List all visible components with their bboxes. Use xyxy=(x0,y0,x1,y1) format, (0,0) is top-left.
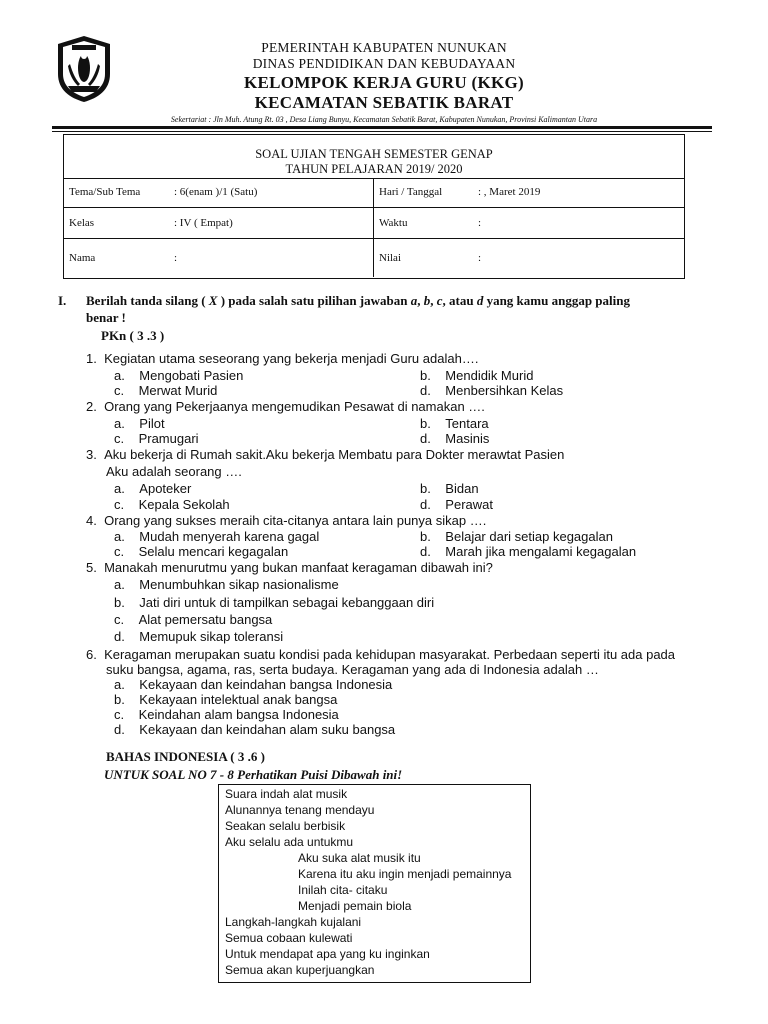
option-4b[interactable]: b. Belajar dari setiap kegagalan xyxy=(420,529,613,544)
poem-line: Inilah cita- citaku xyxy=(298,883,388,897)
question-3-line2: Aku adalah seorang …. xyxy=(106,464,242,479)
header-divider-thick xyxy=(52,126,712,129)
option-1d[interactable]: d. Menbersihkan Kelas xyxy=(420,383,564,398)
poem-line: Aku suka alat musik itu xyxy=(298,851,421,865)
value-waktu: : xyxy=(478,217,482,229)
header-line-2: DINAS PENDIDIKAN DAN KEBUDAYAAN xyxy=(252,56,516,71)
label-kelas: Kelas xyxy=(69,217,95,229)
label-tema: Tema/Sub Tema xyxy=(69,186,141,198)
option-3c[interactable]: c. Kepala Sekolah xyxy=(114,497,230,512)
value-hari-tanggal: : , Maret 2019 xyxy=(478,186,541,198)
option-1a[interactable]: a. Mengobati Pasien xyxy=(114,368,244,383)
question-6: 6. Keragaman merupakan suatu kondisi pada kehidupan masyarakat. Perbedaan seperti itu ada pada xyxy=(86,647,676,662)
value-tema: : 6(enam )/1 (Satu) xyxy=(174,186,258,198)
header-line-1: PEMERINTAH KABUPATEN NUNUKAN xyxy=(261,40,507,55)
subject-pkn: PKn ( 3 .3 ) xyxy=(101,328,165,343)
question-1: 1. Kegiatan utama seseorang yang bekerja menjadi Guru adalah…. xyxy=(86,351,479,366)
poem-instruction: UNTUK SOAL NO 7 - 8 Perhatikan Puisi Dibawah ini! xyxy=(104,767,403,782)
option-1c[interactable]: c. Merwat Murid xyxy=(114,383,218,398)
option-4d[interactable]: d. Marah jika mengalami kegagalan xyxy=(420,544,637,559)
question-5: 5. Manakah menurutmu yang bukan manfaat keragaman dibawah ini? xyxy=(86,560,493,575)
section-instruction-line2: benar ! xyxy=(86,310,126,325)
option-6b[interactable]: b. Kekayaan intelektual anak bangsa xyxy=(114,692,338,707)
header-line-3: KELOMPOK KERJA GURU (KKG) xyxy=(244,73,524,92)
section-instruction: Berilah tanda silang ( X ) pada salah satu pilihan jawaban a, b, c, atau d yang kamu anggap paling xyxy=(86,293,630,308)
option-1b[interactable]: b. Mendidik Murid xyxy=(420,368,534,383)
question-2: 2. Orang yang Pekerjaanya mengemudikan Pesawat di namakan …. xyxy=(86,399,485,414)
table-col-divider xyxy=(373,178,374,277)
header-line-4: KECAMATAN SEBATIK BARAT xyxy=(254,93,514,112)
poem-line: Semua cobaan kulewati xyxy=(225,931,353,945)
value-kelas: : IV ( Empat) xyxy=(174,217,233,229)
option-4c[interactable]: c. Selalu mencari kegagalan xyxy=(114,544,289,559)
poem-line: Alunannya tenang mendayu xyxy=(225,803,375,817)
label-nilai: Nilai xyxy=(379,252,401,264)
option-3b[interactable]: b. Bidan xyxy=(420,481,479,496)
poem-line: Seakan selalu berbisik xyxy=(225,819,346,833)
option-6a[interactable]: a. Kekayaan dan keindahan bangsa Indonesia xyxy=(114,677,393,692)
question-4: 4. Orang yang sukses meraih cita-citanya antara lain punya sikap …. xyxy=(86,513,487,528)
option-5c[interactable]: c. Alat pemersatu bangsa xyxy=(114,612,273,627)
subject-bahasa: BAHAS INDONESIA ( 3 .6 ) xyxy=(106,749,265,764)
option-5b[interactable]: b. Jati diri untuk di tampilkan sebagai kebanggaan diri xyxy=(114,595,435,610)
poem-line: Karena itu aku ingin menjadi pemainnya xyxy=(298,867,512,881)
option-3d[interactable]: d. Perawat xyxy=(420,497,493,512)
option-5d[interactable]: d. Memupuk sikap toleransi xyxy=(114,629,284,644)
poem-line: Menjadi pemain biola xyxy=(298,899,412,913)
option-2a[interactable]: a. Pilot xyxy=(114,416,165,431)
poem-line: Aku selalu ada untukmu xyxy=(225,835,354,849)
option-4a[interactable]: a. Mudah menyerah karena gagal xyxy=(114,529,320,544)
label-waktu: Waktu xyxy=(379,217,408,229)
label-hari-tanggal: Hari / Tanggal xyxy=(379,186,443,198)
question-3: 3. Aku bekerja di Rumah sakit.Aku bekerja Membatu para Dokter merawtat Pasien xyxy=(86,447,565,462)
option-3a[interactable]: a. Apoteker xyxy=(114,481,192,496)
poem-line: Untuk mendapat apa yang ku inginkan xyxy=(225,947,430,961)
header-divider-thin xyxy=(52,131,712,132)
option-6c[interactable]: c. Keindahan alam bangsa Indonesia xyxy=(114,707,339,722)
poem-line: Semua akan kuperjuangkan xyxy=(225,963,375,977)
option-5a[interactable]: a. Menumbuhkan sikap nasionalisme xyxy=(114,577,339,592)
label-nama: Nama xyxy=(69,252,96,264)
option-2b[interactable]: b. Tentara xyxy=(420,416,489,431)
option-6d[interactable]: d. Kekayaan dan keindahan alam suku bangsa xyxy=(114,722,396,737)
sekretariat-address: Sekertariat : Jln Muh. Atung Rt. 03 , Desa Liang Bunyu, Kecamatan Sebatik Barat, Kabupaten Nunukan, Provinsi Kalimantan Utara xyxy=(170,115,598,124)
poem-line: Langkah-langkah kujalani xyxy=(225,915,362,929)
section-roman: I. xyxy=(58,293,67,308)
option-2c[interactable]: c. Pramugari xyxy=(114,431,199,446)
exam-year: TAHUN PELAJARAN 2019/ 2020 xyxy=(285,162,463,176)
poem-line: Suara indah alat musik xyxy=(225,787,348,801)
option-2d[interactable]: d. Masinis xyxy=(420,431,490,446)
question-6-line2: suku bangsa, agama, ras, serta budaya. Keragaman yang ada di Indonesia adalah … xyxy=(106,662,599,677)
exam-title: SOAL UJIAN TENGAH SEMESTER GENAP xyxy=(255,147,493,161)
value-nama: : xyxy=(174,252,178,264)
value-nilai: : xyxy=(478,252,482,264)
